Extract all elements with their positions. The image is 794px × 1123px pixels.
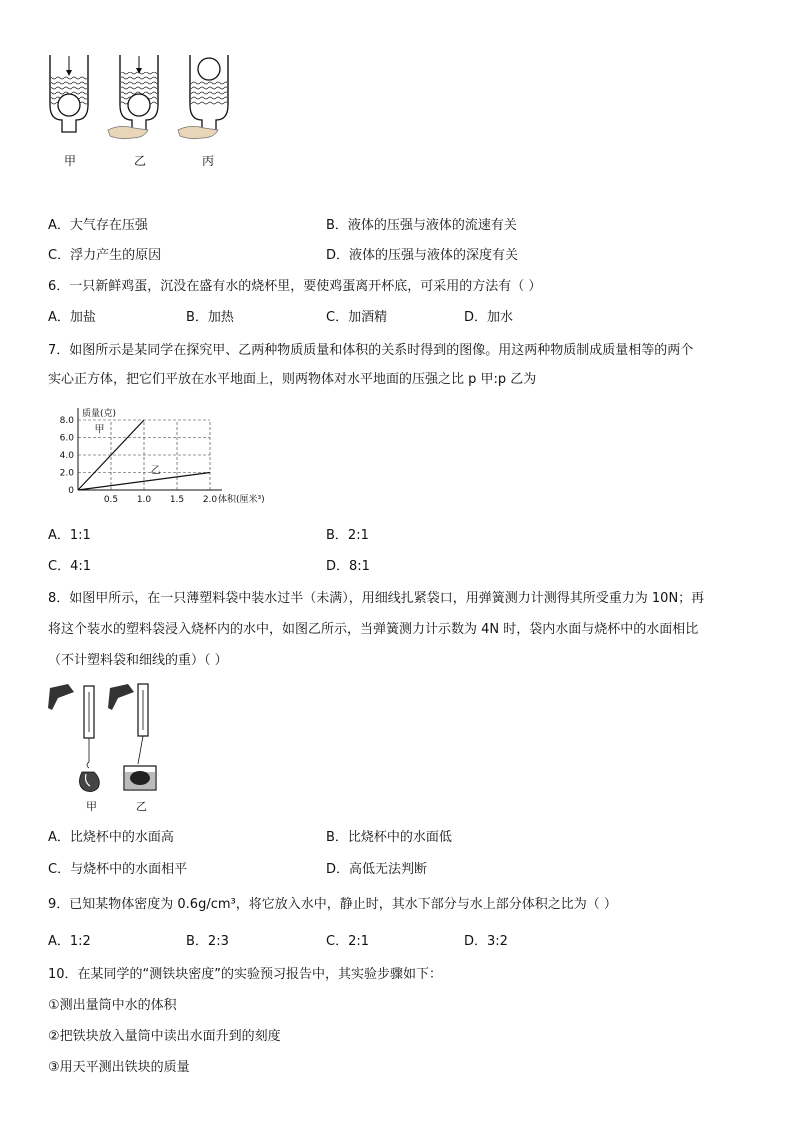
q8-option-c[interactable]: C．与烧杯中的水面相平 [48,862,188,877]
chart-y-tick-label-4: 0 [68,486,74,496]
q9-stem: 9．已知某物体密度为 0.6g/cm³，将它放入水中，静止时，其水下部分与水上部分体积之比为（ ） [48,897,617,912]
figure-label-jia: 甲 [64,154,77,168]
q6-option-c[interactable]: C．加酒精 [326,310,388,325]
q9-option-c[interactable]: C．2:1 [326,934,369,949]
q8-option-d[interactable]: D．高低无法判断 [326,862,428,877]
chart-x-tick-label-0: 0.5 [103,495,119,505]
chart-x-axis-label: 体积(厘米³) [218,495,265,505]
tube-yi [108,55,158,139]
figure-label-bing: 丙 [202,154,215,168]
figure-q8-spring-scales [44,680,164,798]
q7-option-d[interactable]: D．8:1 [326,559,370,574]
scale-yi [108,684,156,790]
q6-stem: 6．一只新鲜鸡蛋，沉没在盛有水的烧杯里，要使鸡蛋离开杯底，可采用的方法有（ ） [48,279,542,294]
q7-mass-volume-chart [44,396,265,512]
q6-option-b[interactable]: B．加热 [186,310,234,325]
q5-option-d[interactable]: D．液体的压强与液体的深度有关 [326,248,519,263]
q5-option-a[interactable]: A．大气存在压强 [48,218,148,233]
q6-option-a[interactable]: A．加盐 [48,310,96,325]
tube-bing [178,55,228,139]
tube-jia [50,55,88,132]
q8-option-b[interactable]: B．比烧杯中的水面低 [326,830,452,845]
q8-stem-line2: 将这个装水的塑料袋浸入烧杯内的水中，如图乙所示，当弹簧测力计示数为 4N 时，袋内水面与烧杯中的水面相比 [48,622,699,637]
q7-stem-line2: 实心正方体，把它们平放在水平地面上，则两物体对水平地面的压强之比 p 甲:p 乙为 [48,372,537,387]
chart-x-tick-label-2: 1.5 [169,495,185,505]
scale-jia [48,684,99,792]
q8-figure-label-jia: 甲 [86,800,97,813]
chart-y-tick-label-1: 6.0 [59,433,74,444]
q7-stem-line1: 7．如图所示是某同学在探究甲、乙两种物质质量和体积的关系时得到的图像。用这两种物质制成质量相等的两个 [48,343,694,358]
q8-option-a[interactable]: A．比烧杯中的水面高 [48,830,174,845]
q7-option-c[interactable]: C．4:1 [48,559,91,574]
figure-label-yi: 乙 [134,154,147,168]
q7-option-b[interactable]: B．2:1 [326,528,369,543]
q10-stem: 10．在某同学的“测铁块密度”的实验预习报告中，其实验步骤如下： [48,967,443,982]
chart-y-tick-label-3: 2.0 [59,468,74,479]
q10-step-1: ①测出量筒中水的体积 [48,998,177,1013]
chart-y-tick-label-2: 4.0 [59,451,74,461]
chart-x-tick-label-3: 2.0 [202,495,218,505]
q10-step-3: ③用天平测出铁块的质量 [48,1060,190,1075]
chart-y-tick-label-0: 8.0 [59,416,74,426]
chart-series-label-0: 甲 [94,424,105,436]
q6-option-d[interactable]: D．加水 [464,310,514,325]
chart-y-axis-label: 质量(克) [82,409,117,419]
chart-series-label-1: 乙 [150,465,161,477]
q8-figure-label-yi: 乙 [136,800,147,813]
q7-option-a[interactable]: A．1:1 [48,528,91,543]
q10-step-2: ②把铁块放入量筒中读出水面升到的刻度 [48,1029,281,1044]
q8-stem-line3: （不计塑料袋和细线的重）（ ） [48,653,228,668]
q5-option-c[interactable]: C．浮力产生的原因 [48,248,162,263]
q8-stem-line1: 8．如图甲所示，在一只薄塑料袋中装水过半（未满），用细线扎紧袋口，用弹簧测力计测得其所受重力为 10N；再 [48,591,705,606]
q9-option-a[interactable]: A．1:2 [48,934,91,949]
q9-option-b[interactable]: B．2:3 [186,934,229,949]
q9-option-d[interactable]: D．3:2 [464,934,508,949]
q5-option-b[interactable]: B．液体的压强与液体的流速有关 [326,218,517,233]
chart-x-tick-label-1: 1.0 [136,495,152,505]
